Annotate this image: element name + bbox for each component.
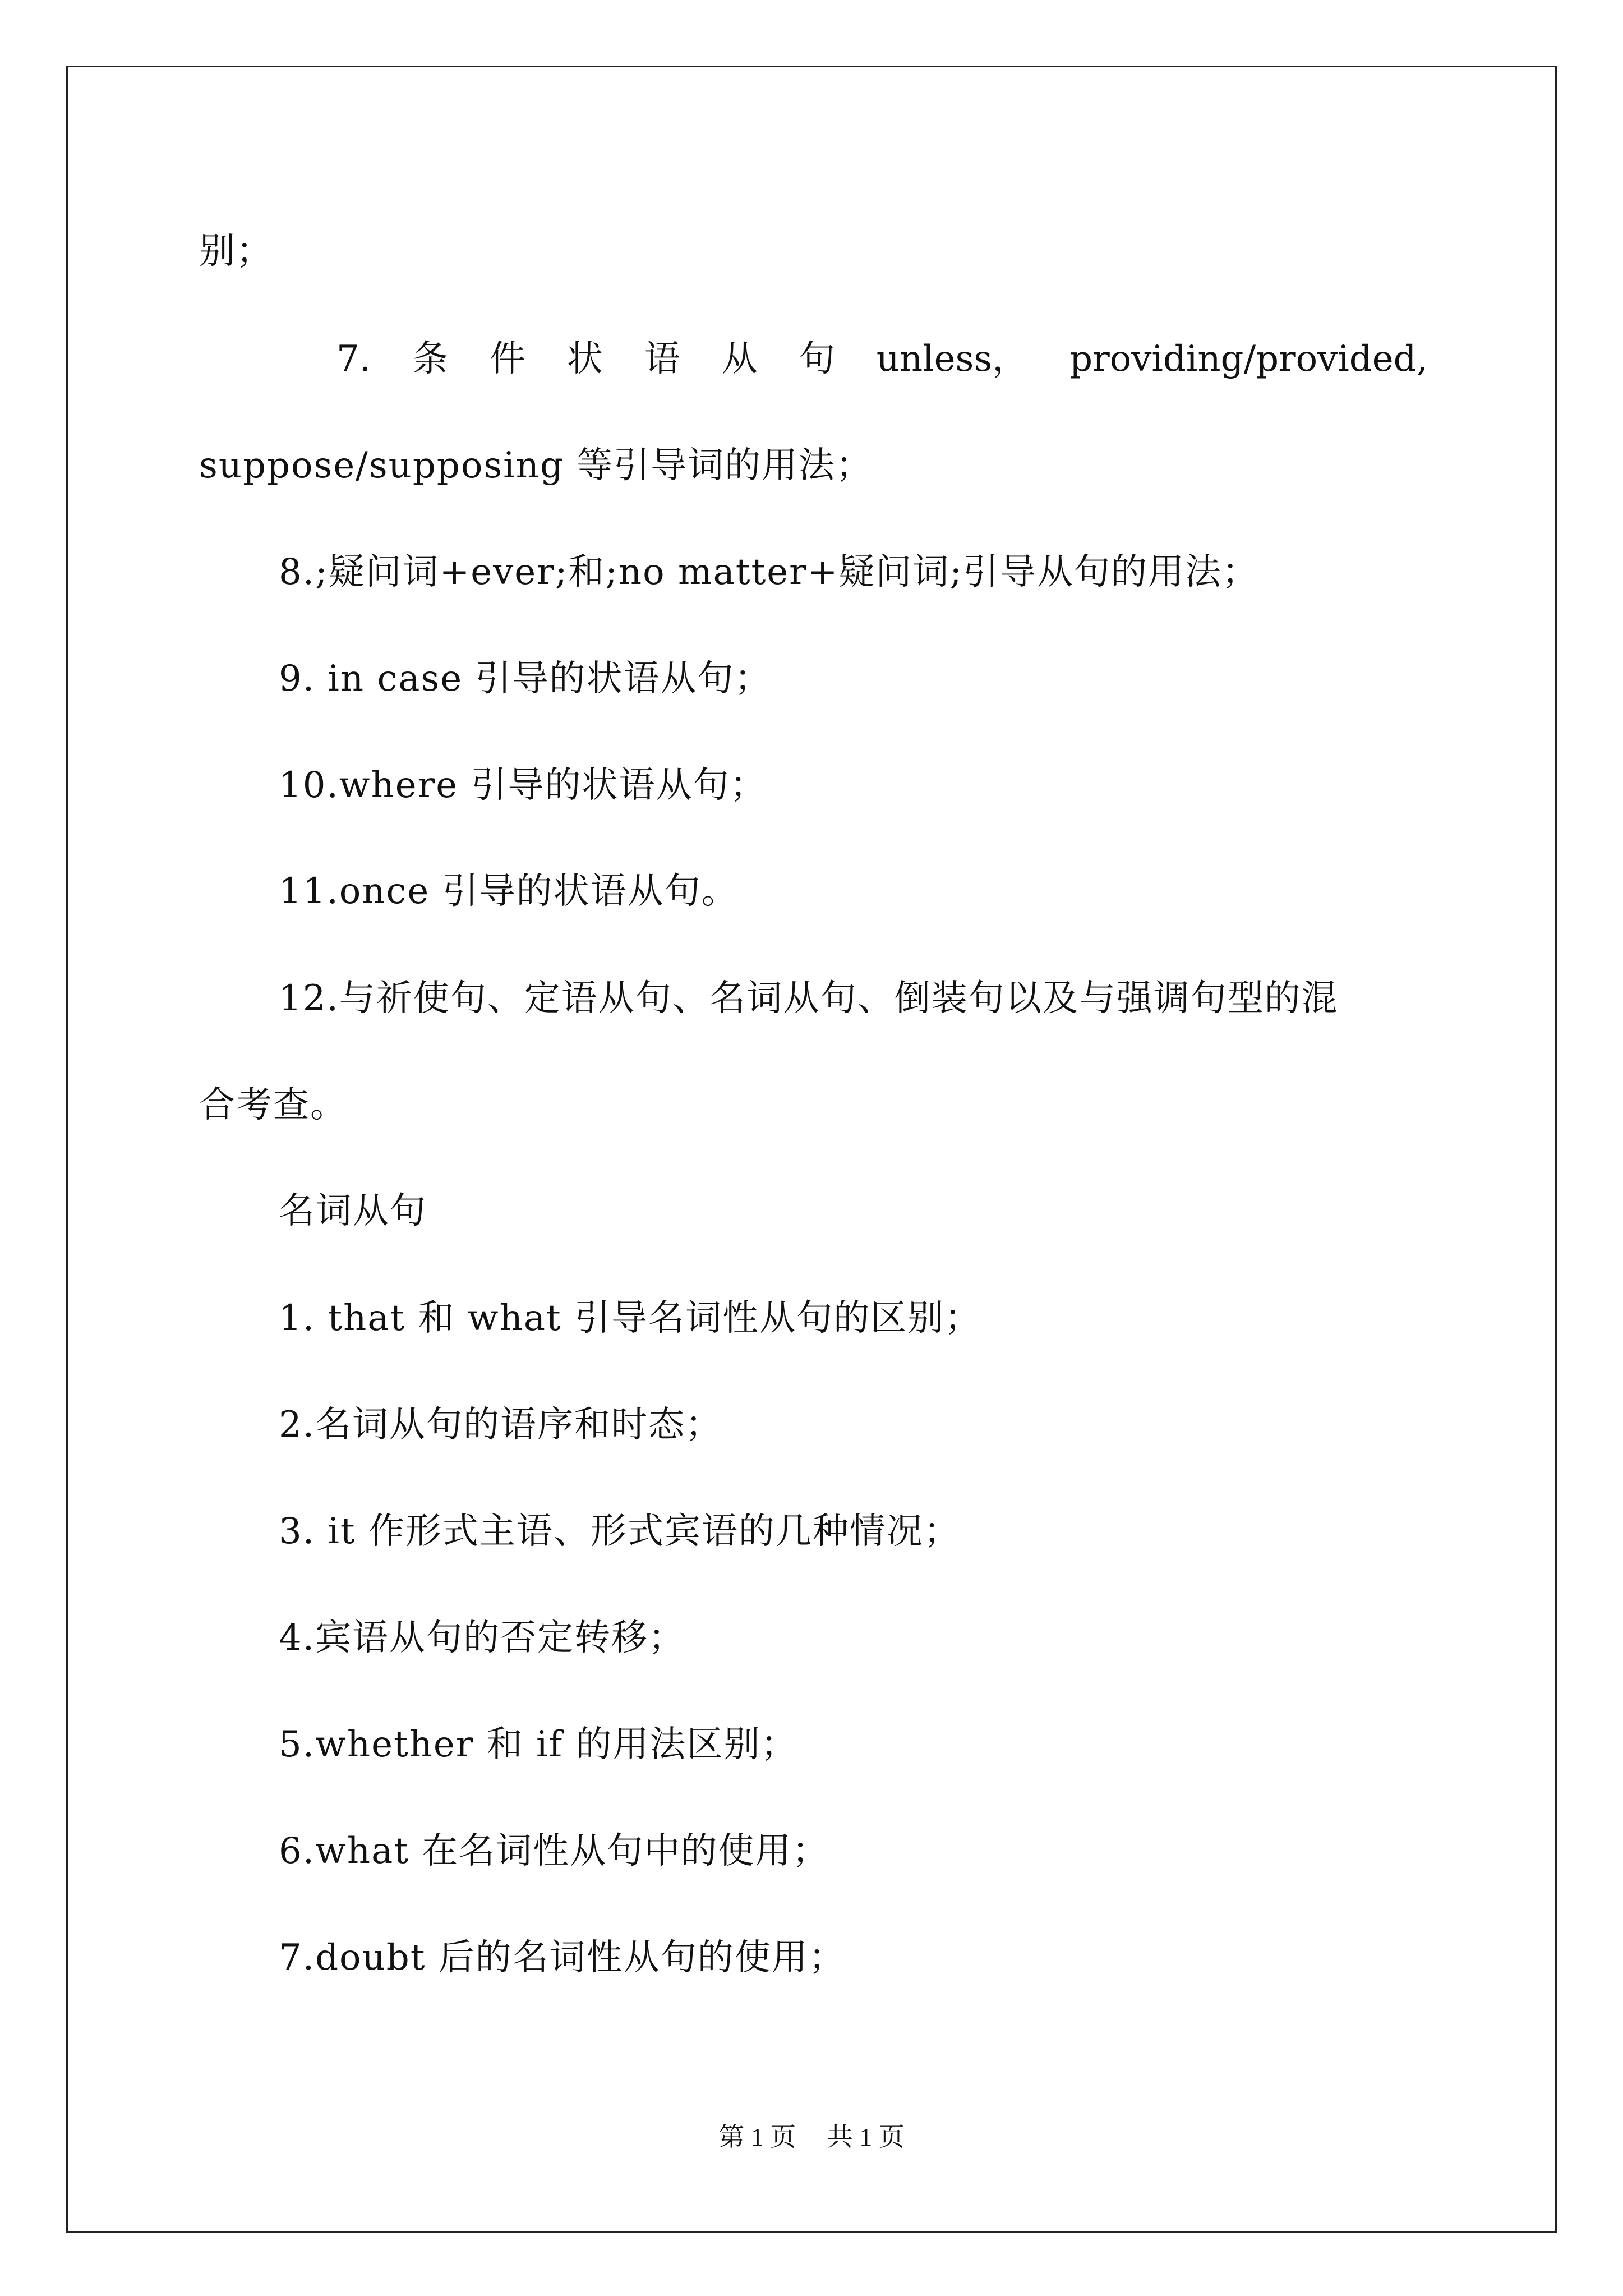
text-line: 2.名词从句的语序和时态； xyxy=(279,1404,723,1446)
text-line: 4.宾语从句的否定转移； xyxy=(279,1617,686,1659)
text-line: 12.与祈使句、定语从句、名词从句、倒装句以及与强调句型的混 xyxy=(279,978,1339,1019)
text-line: 10.where 引导的状语从句； xyxy=(279,765,767,806)
text-token: 状 xyxy=(566,338,603,380)
text-line: 6.what 在名词性从句中的使用； xyxy=(279,1830,829,1872)
text-token: providing/provided, xyxy=(1069,338,1428,380)
text-line: 7.doubt 后的名词性从句的使用； xyxy=(279,1937,846,1978)
text-line: 9. in case 引导的状语从句； xyxy=(279,658,772,700)
text-line: 1. that 和 what 引导名词性从句的区别； xyxy=(279,1297,982,1339)
text-line: 11.once 引导的状语从句。 xyxy=(279,871,739,912)
text-line: suppose/supposing 等引导词的用法； xyxy=(199,445,873,486)
text-token: 7. xyxy=(336,338,371,380)
text-token: 句 xyxy=(799,338,835,380)
section-heading: 名词从句 xyxy=(279,1190,427,1232)
text-line-item-7 xyxy=(336,337,1428,381)
page-footer xyxy=(0,2120,1623,2154)
text-token: 条 xyxy=(412,338,449,380)
text-token: 语 xyxy=(644,338,680,380)
text-line: 8.;疑问词+ever;和;no matter+疑问词;引导从句的用法； xyxy=(279,551,1259,593)
text-line: 5.whether 和 if 的用法区别； xyxy=(279,1724,798,1765)
page-border xyxy=(66,66,1557,2233)
page-total: 共 1 页 xyxy=(827,2123,905,2151)
text-token: 从 xyxy=(721,338,758,380)
text-token: unless， xyxy=(876,338,1029,380)
text-line: 合考查。 xyxy=(199,1084,347,1126)
page-number: 第 1 页 xyxy=(718,2123,796,2151)
text-line: 3. it 作形式主语、形式宾语的几种情况； xyxy=(279,1511,961,1552)
text-token: 件 xyxy=(489,338,525,380)
text-line: 别； xyxy=(199,231,273,272)
